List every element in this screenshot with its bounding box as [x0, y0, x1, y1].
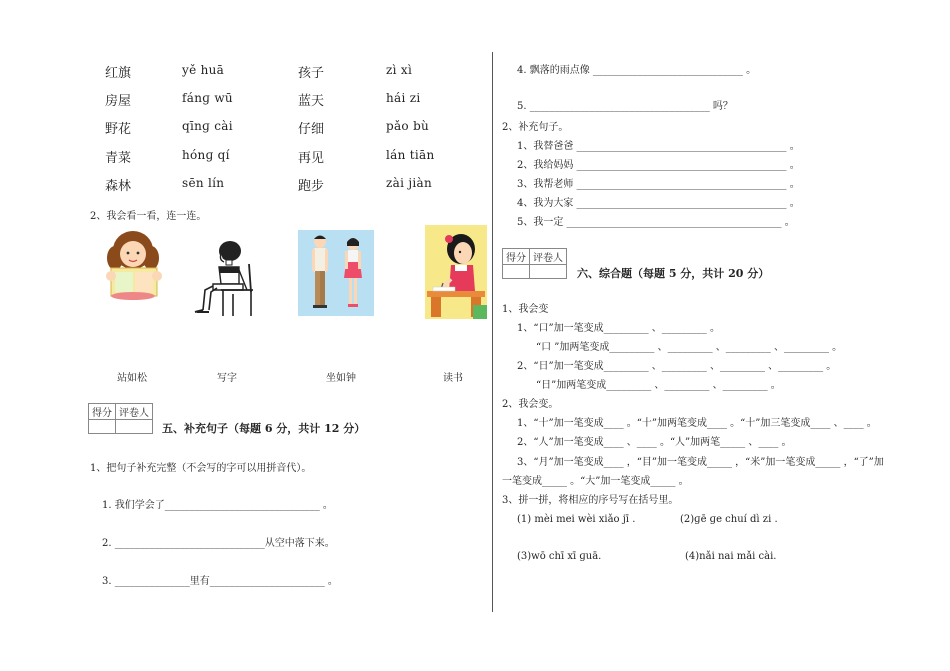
- fill-sentence-4[interactable]: 4. 飘落的雨点像 ______________________________ 。: [517, 65, 757, 76]
- fill-sentence-3[interactable]: 3. _______________里有_______________________ 。: [102, 576, 338, 587]
- vocab-word: 房屋: [105, 94, 132, 109]
- section5-question1: 1、把句子补充完整（不会写的字可以用拼音代）。: [90, 463, 312, 474]
- vocab-pinyin: fánɡ wū: [182, 91, 233, 105]
- stroke-item-5[interactable]: 1、“十”加一笔变成____ 。“十”加两笔变成____ 。“十”加三笔变成____ 、____ 。: [517, 418, 877, 429]
- vocab-word: 孩子: [298, 66, 325, 81]
- complete-sentence-3[interactable]: 3、我帮老师 __________________________________________ 。: [517, 179, 800, 190]
- vocab-word: 蓝天: [298, 94, 325, 109]
- vocab-word: 野花: [105, 122, 132, 137]
- complete-sentence-4[interactable]: 4、我为大家 __________________________________________ 。: [517, 198, 800, 209]
- score-label: 得分: [503, 249, 530, 265]
- vocab-word: 青菜: [105, 151, 132, 166]
- vocab-pinyin: zì xì: [386, 63, 413, 77]
- pinyin-item-4: (4)nǎi nai mǎi cài.: [685, 551, 777, 562]
- vocab-word: 再见: [298, 151, 325, 166]
- stroke-item-6[interactable]: 2、“人”加一笔变成____ 、____ 。“人”加两笔_____ 、____ 。: [517, 437, 792, 448]
- complete-sentence-1[interactable]: 1、我替爸爸 __________________________________________ 。: [517, 141, 800, 152]
- vocab-pinyin: yě huā: [182, 63, 225, 77]
- section6-title: 六、综合题（每题 5 分，共计 20 分）: [577, 267, 770, 280]
- column-divider: [492, 52, 493, 612]
- grader-cell[interactable]: [530, 265, 567, 279]
- girl-writing-picture: [425, 225, 487, 319]
- stroke-item-3[interactable]: 2、“日”加一笔变成_________ 、_________ 、_________ 、_________ 。: [517, 361, 837, 372]
- girl-reading-picture: [103, 228, 165, 300]
- vocab-pinyin: zài jiàn: [386, 176, 432, 190]
- vocab-pinyin: hónɡ qí: [182, 148, 230, 162]
- vocab-word: 跑步: [298, 179, 325, 194]
- pic-label: 坐如钟: [326, 373, 356, 384]
- section5-title: 五、补充句子（每题 6 分，共计 12 分）: [162, 422, 366, 435]
- pic-label: 写字: [217, 373, 237, 384]
- fill-sentence-1[interactable]: 1. 我们学会了_______________________________ 。: [102, 500, 333, 511]
- fill-sentence-5[interactable]: 5. ____________________________________ 吗？: [517, 101, 733, 112]
- section6-question2: 2、我会变。: [502, 399, 559, 410]
- vocab-word: 红旗: [105, 66, 132, 81]
- pic-label: 站如松: [117, 373, 147, 384]
- boy-sitting-picture: [193, 240, 261, 318]
- question-2b-title: 2、补充句子。: [502, 122, 569, 133]
- section6-question3: 3、拼一拼，将相应的序号写在括号里。: [502, 495, 679, 506]
- score-cell[interactable]: [89, 420, 116, 434]
- vocab-pinyin: qīnɡ cài: [182, 119, 233, 133]
- grader-label: 评卷人: [116, 404, 153, 420]
- vocab-pinyin: hái zi: [386, 91, 421, 105]
- stroke-item-1[interactable]: 1、“口”加一笔变成_________ 、_________ 。: [517, 323, 720, 334]
- pinyin-item-1: (1) mèi mei wèi xiǎo jī .: [517, 514, 636, 525]
- vocab-pinyin: sēn lín: [182, 176, 225, 190]
- stroke-item-4[interactable]: “日”加两笔变成_________ 、_________ 、_________ 。: [536, 380, 781, 391]
- fill-sentence-2[interactable]: 2. ______________________________从空中落下来。: [102, 538, 335, 549]
- pinyin-item-2: (2)ɡē ɡe chuí dì zi .: [680, 514, 778, 525]
- pic-label: 读书: [443, 373, 463, 384]
- grader-cell[interactable]: [116, 420, 153, 434]
- stroke-item-2[interactable]: “口 ”加两笔变成_________ 、_________ 、_________ 、_________ 。: [536, 342, 843, 353]
- vocab-pinyin: lán tiān: [386, 148, 435, 162]
- stroke-item-7[interactable]: 3、“月”加一笔变成____ ，“目”加一笔变成_____ ，“米”加一笔变成_____ ，“了”加: [517, 457, 884, 468]
- vocab-word: 仔细: [298, 122, 325, 137]
- pinyin-item-3: (3)wō chī xī ɡuā.: [517, 551, 602, 562]
- vocab-pinyin: pǎo bù: [386, 119, 430, 133]
- question-2-title: 2、我会看一看，连一连。: [90, 211, 207, 222]
- grader-label: 评卷人: [530, 249, 567, 265]
- score-cell[interactable]: [503, 265, 530, 279]
- section6-question1: 1、我会变: [502, 304, 549, 315]
- two-children-standing-picture: [298, 230, 374, 316]
- score-box-section6: [502, 248, 567, 279]
- stroke-item-7-continued[interactable]: 一笔变成_____ 。“大”加一笔变成_____ 。: [502, 476, 689, 487]
- vocab-word: 森林: [105, 179, 132, 194]
- complete-sentence-5[interactable]: 5、我一定 ___________________________________________ 。: [517, 217, 795, 228]
- score-label: 得分: [89, 404, 116, 420]
- score-box-section5: [88, 403, 153, 434]
- complete-sentence-2[interactable]: 2、我给妈妈 __________________________________________ 。: [517, 160, 800, 171]
